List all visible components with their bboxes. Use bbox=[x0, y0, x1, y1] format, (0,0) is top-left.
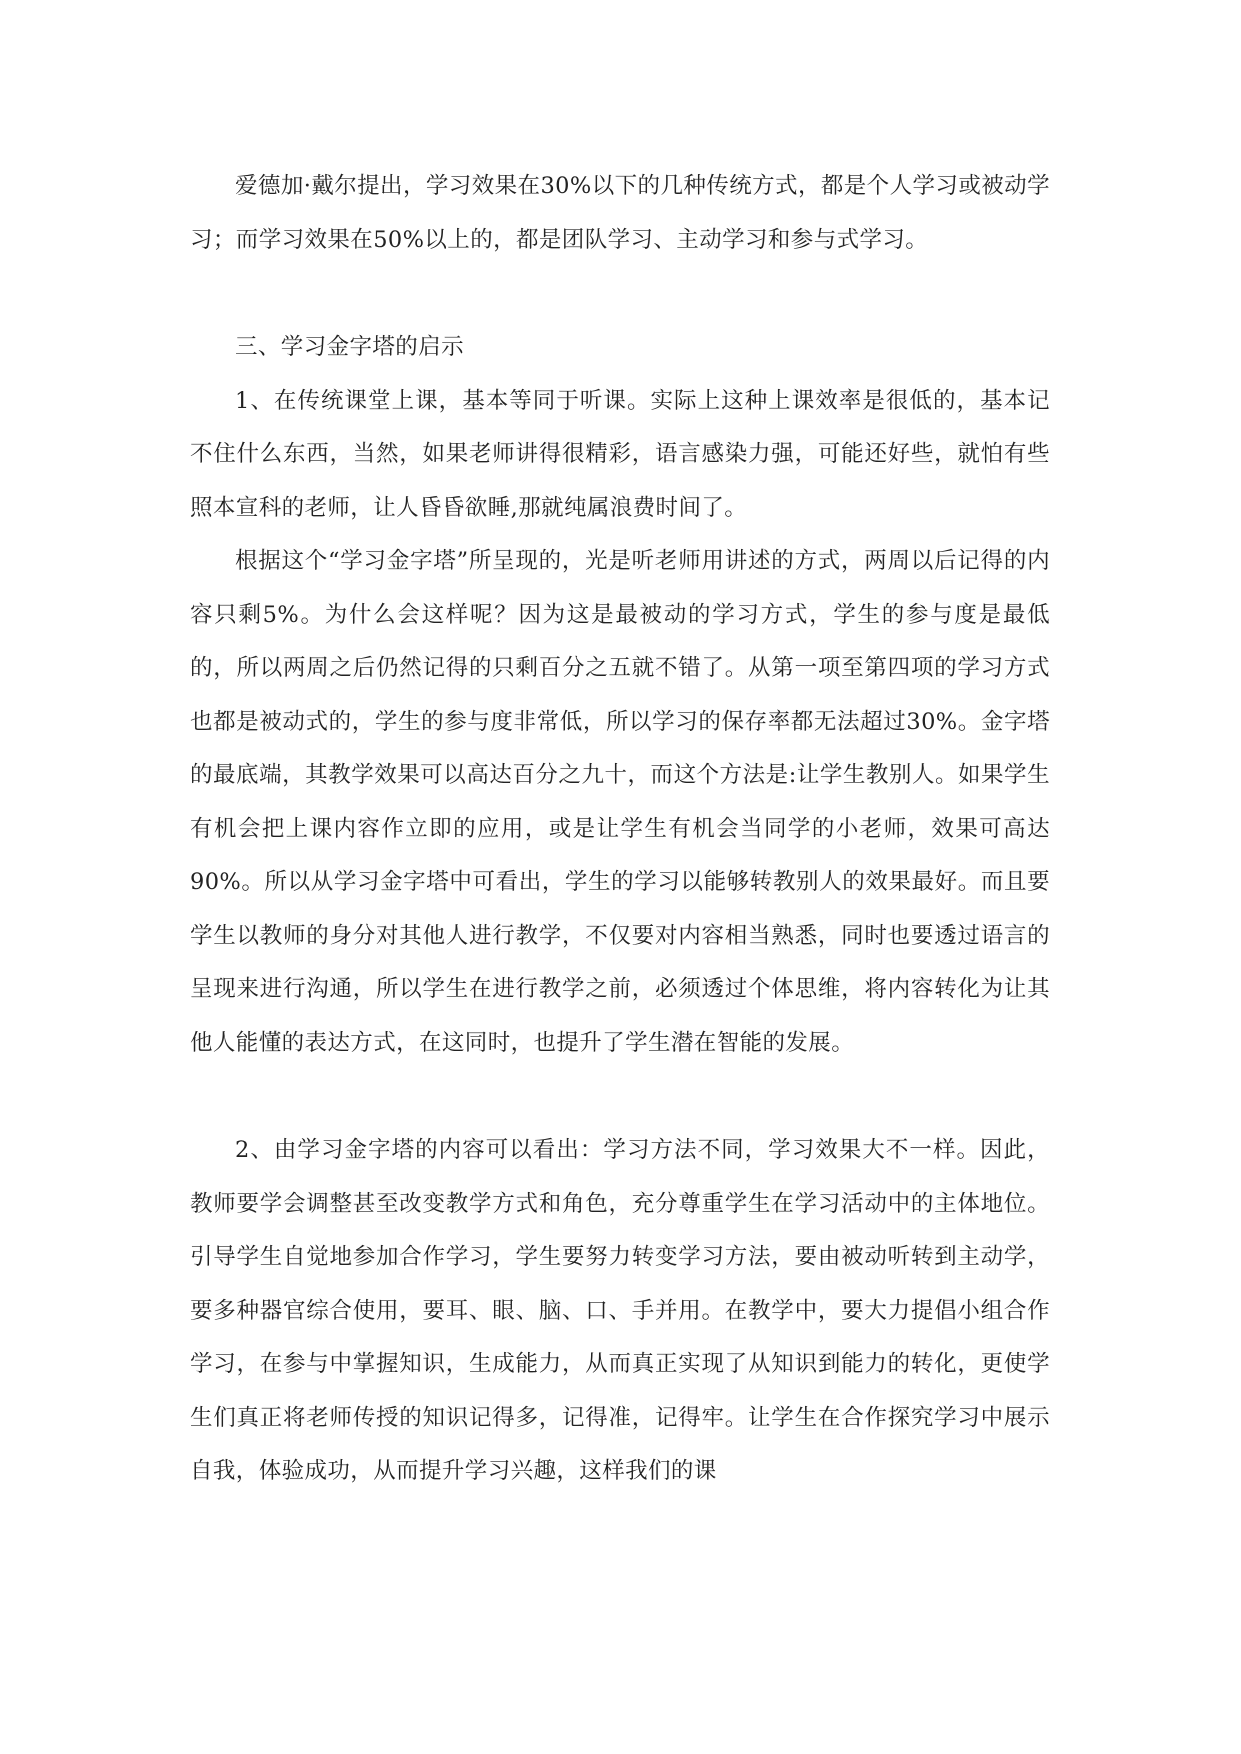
paragraph-spacer bbox=[190, 1070, 1050, 1124]
section-heading: 三、学习金字塔的启示 bbox=[235, 334, 465, 360]
paragraph-spacer bbox=[190, 267, 1050, 321]
paragraph-learning-pyramid: 根据这个“学习金字塔”所呈现的，光是听老师用讲述的方式，两周以后记得的内容只剩5%。为什么会这样呢？因为这是最被动的学习方式，学生的参与度是最低的，所以两周之后仍然记得的只剩百分之五就不错了。从第一项至第四项的学习方式也都是被动式的，学生的参与度非常低，所以学习的保存率都无法超过30%。金字塔的最底端，其教学效果可以高达百分之九十，而这个方法是:让学生教别人。如果学生有机会把上课内容作立即的应用，或是让学生有机会当同学的小老师，效果可高达90%。所以从学习金字塔中可看出，学生的学习以能够转教别人的效果最好。而且要学生以教师的身分对其他人进行教学，不仅要对内容相当熟悉，同时也要透过语言的呈现来进行沟通，所以学生在进行教学之前，必须透过个体思维，将内容转化为让其他人能懂的表达方式，在这同时，也提升了学生潜在智能的发展。 bbox=[190, 548, 1050, 1056]
paragraph-dale-learning-effect: 爱德加·戴尔提出，学习效果在30%以下的几种传统方式，都是个人学习或被动学习；而学习效果在50%以上的，都是团队学习、主动学习和参与式学习。 bbox=[190, 173, 1050, 253]
document-body bbox=[190, 160, 1050, 1499]
paragraph-traditional-classroom: 1、在传统课堂上课，基本等同于听课。实际上这种上课效率是很低的，基本记不住什么东西，当然，如果老师讲得很精彩，语言感染力强，可能还好些，就怕有些照本宣科的老师，让人昏昏欲睡,那就纯属浪费时间了。 bbox=[190, 387, 1050, 521]
paragraph-learning-methods: 2、由学习金字塔的内容可以看出：学习方法不同，学习效果大不一样。因此，教师要学会调整甚至改变教学方式和角色，充分尊重学生在学习活动中的主体地位。引导学生自觉地参加合作学习，学生要努力转变学习方法，要由被动听转到主动学，要多种器官综合使用，要耳、眼、脑、口、手并用。在教学中，要大力提倡小组合作学习，在参与中掌握知识，生成能力，从而真正实现了从知识到能力的转化，更使学生们真正将老师传授的知识记得多，记得准，记得牢。让学生在合作探究学习中展示自我，体验成功，从而提升学习兴趣，这样我们的课 bbox=[190, 1137, 1050, 1484]
